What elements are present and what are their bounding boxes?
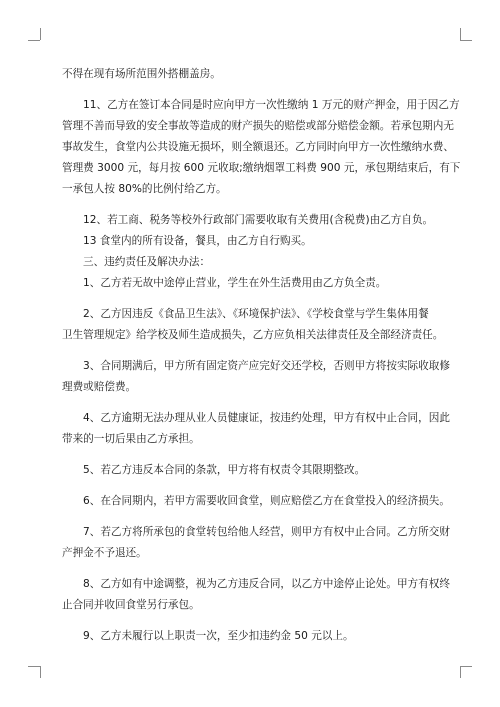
document-line: 7、若乙方将所承包的食堂转包给他人经营，则甲方有权中止合同。乙方所交财 xyxy=(83,526,450,538)
document-line: 8、乙方如有中途调整，视为乙方违反合同，以乙方中途停止论处。甲方有权终 xyxy=(83,578,450,590)
document-line: 止合同并收回食堂另行承包。 xyxy=(62,599,200,611)
crop-mark-bottom-left-v xyxy=(40,666,41,678)
crop-mark-top-right-h xyxy=(460,40,472,41)
document-line: 理费或赔偿费。 xyxy=(62,381,137,393)
document-body xyxy=(62,64,461,647)
document-line: 2、乙方因违反《食品卫生法》、《环境保护法》、《学校食堂与学生集体用餐 xyxy=(83,308,429,320)
crop-mark-top-left-h xyxy=(28,40,40,41)
crop-mark-bottom-left-h xyxy=(28,666,40,667)
document-line: 卫生管理规定》给学校及师生造成损失，乙方应负相关法律责任及全部经济责任。 xyxy=(62,329,444,341)
document-line: 产押金不予退还。 xyxy=(62,547,147,559)
crop-mark-bottom-right-h xyxy=(460,666,472,667)
crop-mark-top-right-v xyxy=(460,28,461,40)
document-line: 管理费 3000 元，每月按 600 元收取;缴纳烟罩工料费 900 元，承包期结束后，有下 xyxy=(62,162,461,174)
document-line: 事故发生，食堂内公共设施无损坏，则全额退还。乙方同时向甲方一次性缴纳水费、 xyxy=(62,141,454,153)
document-line: 1、乙方若无故中途停止营业，学生在外生活费用由乙方负全责。 xyxy=(83,277,387,289)
document-line: 6、在合同期内，若甲方需要收回食堂，则应赔偿乙方在食堂投入的经济损失。 xyxy=(83,495,450,507)
document-line: 不得在现有场所范围外搭棚盖房。 xyxy=(62,68,221,80)
document-line: 4、乙方逾期无法办理从业人员健康证，按违约处理，甲方有权中止合同，因此 xyxy=(83,412,450,424)
document-line: 一承包人按 80%的比例付给乙方。 xyxy=(62,183,227,195)
document-line: 3、合同期满后，甲方所有固定资产应完好交还学校，否则甲方将按实际收取修 xyxy=(83,360,450,372)
document-line: 13 食堂内的所有设备，餐具，由乙方自行购买。 xyxy=(83,235,312,247)
document-line: 11、乙方在签订本合同是时应向甲方一次性缴纳 1 万元的财产押金，用于因乙方 xyxy=(83,99,460,111)
document-line: 管理不善而导致的安全事故等造成的财产损失的赔偿或部分赔偿金额。若承包期内无 xyxy=(62,120,454,132)
crop-mark-bottom-right-v xyxy=(460,666,461,678)
document-line: 带来的一切后果由乙方承担。 xyxy=(62,433,200,445)
document-line: 9、乙方未履行以上职责一次，至少扣违约金 50 元以上。 xyxy=(83,630,354,642)
document-line: 5、若乙方违反本合同的条款，甲方将有权责令其限期整改。 xyxy=(83,464,366,476)
document-line: 三、违约责任及解决办法： xyxy=(83,256,211,268)
document-line: 12、若工商、税务等校外行政部门需要收取有关费用(含税费)由乙方自负。 xyxy=(83,214,434,226)
crop-mark-top-left-v xyxy=(40,28,41,40)
